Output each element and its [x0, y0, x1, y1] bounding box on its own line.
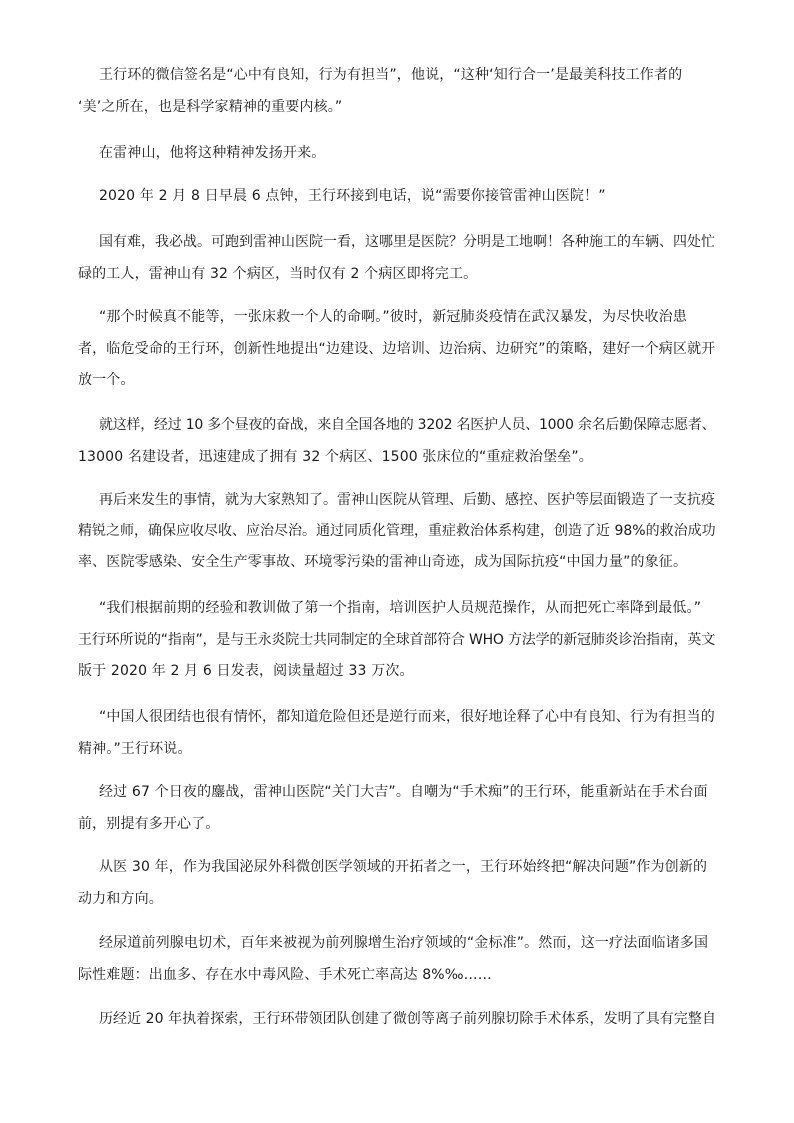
text-line: 13000 名建设者，迅速建成了拥有 32 个病区、1500 张床位的“重症救治堡垒”。: [78, 449, 593, 465]
text-line: 就这样，经过 10 多个昼夜的奋战，来自全国各地的 3202 名医护人员、1000 余名后勤保障志愿者、: [99, 417, 716, 433]
text-line: 王行环的微信签名是“心中有良知，行为有担当”，他说，“这种‘知行合一’是最美科技工作者的: [99, 67, 683, 83]
text-line: 在雷神山，他将这种精神发扬开来。: [99, 145, 326, 161]
text-line: “我们根据前期的经验和教训做了第一个指南，培训医护人员规范操作，从而把死亡率降到最低。”: [99, 600, 702, 616]
text-line: “那个时候真不能等，一张床救一个人的命啊。”彼时，新冠肺炎疫情在武汉暴发，为尽快收治患: [99, 309, 687, 325]
text-line: 际性难题：出血多、存在水中毒风险、手术死亡率高达 8%‰……: [78, 967, 492, 983]
text-line: 版于 2020 年 2 月 6 日发表，阅读量超过 33 万次。: [78, 663, 414, 679]
text-line: 再后来发生的事情，就为大家熟知了。雷神山医院从管理、后勤、感控、医护等层面锻造了一支抗疫: [99, 492, 715, 508]
text-line: 从医 30 年，作为我国泌尿外科微创医学领域的开拓者之一，王行环始终把“解决问题”作为创新的: [99, 859, 708, 875]
text-line: 前，别提有多开心了。: [78, 816, 220, 832]
text-line: 王行环所说的“指南”，是与王永炎院士共同制定的全球首部符合 WHO 方法学的新冠肺炎诊治指南，英文: [78, 632, 715, 648]
text-line: “中国人很团结也很有情怀，都知道危险但还是逆行而来，很好地诠释了心中有良知、行为有担当的: [99, 709, 715, 725]
text-line: 动力和方向。: [78, 891, 163, 907]
text-line: 经过 67 个日夜的鏖战，雷神山医院“关门大吉”。自嘲为“手术痴”的王行环，能重新站在手术台面: [99, 784, 708, 800]
text-line: 者，临危受命的王行环，创新性地提出“边建设、边培训、边治病、边研究”的策略，建好一个病区就开: [78, 341, 716, 357]
text-line: 精锐之师，确保应收尽收、应治尽治。通过同质化管理，重症救治体系构建，创造了近 98%的救治成功: [78, 523, 716, 539]
text-line: ‘美’之所在，也是科学家精神的重要内核。”: [78, 99, 343, 115]
text-line: 国有难，我必战。可跑到雷神山医院一看，这哪里是医院？分明是工地啊！各种施工的车辆、四处忙: [99, 234, 715, 250]
text-line: 精神。”王行环说。: [78, 741, 192, 757]
text-line: 2020 年 2 月 8 日早晨 6 点钟，王行环接到电话，说“需要你接管雷神山医院！”: [99, 188, 606, 204]
text-line: 碌的工人，雷神山有 32 个病区，当时仅有 2 个病区即将完工。: [78, 266, 478, 282]
text-line: 历经近 20 年执着探索，王行环带领团队创建了微创等离子前列腺切除手术体系，发明了具有完整自: [99, 1011, 717, 1027]
text-line: 放一个。: [78, 372, 135, 388]
text-line: 率、医院零感染、安全生产零事故、环境零污染的雷神山奇迹，成为国际抗疫“中国力量”的象征。: [78, 554, 688, 570]
text-line: 经尿道前列腺电切术，百年来被视为前列腺增生治疗领域的“金标准”。然而，这一疗法面临诸多国: [99, 935, 709, 951]
